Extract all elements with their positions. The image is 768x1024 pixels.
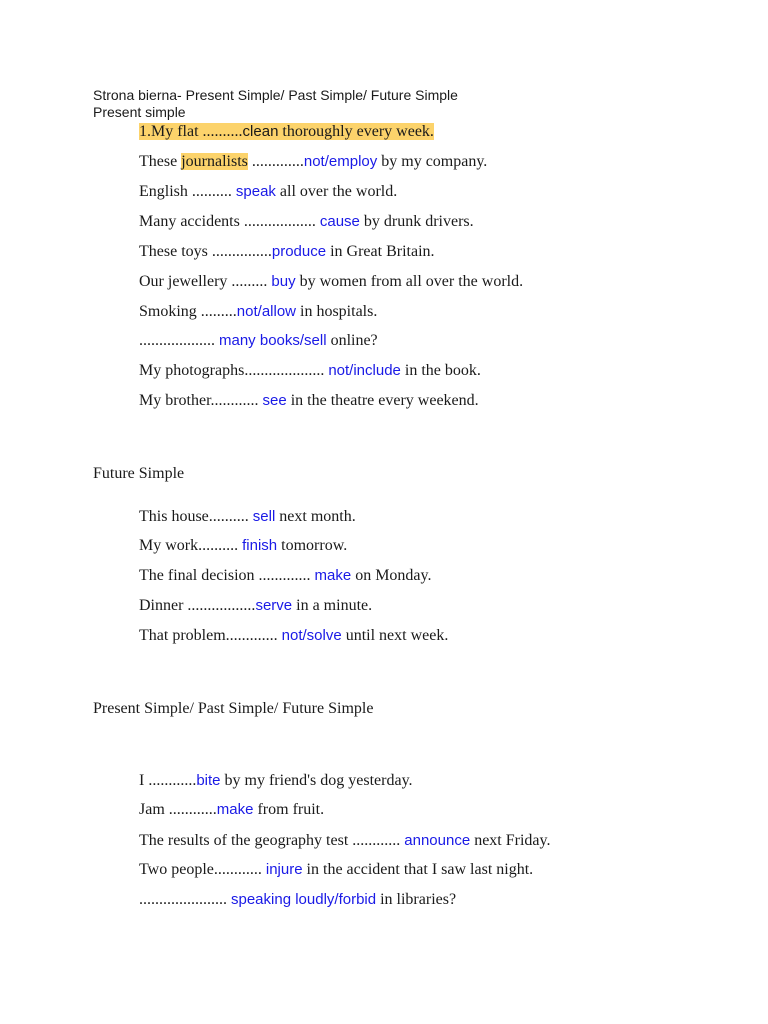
blank-dots: ............. xyxy=(247,153,304,170)
verb-prompt: many books/sell xyxy=(219,332,327,349)
exercise-line xyxy=(139,122,434,142)
sentence-end: in libraries? xyxy=(376,891,457,908)
exercise-line xyxy=(139,212,474,232)
verb-prompt: buy xyxy=(271,273,296,290)
exercise-line xyxy=(139,596,372,616)
sentence-start: ...................... xyxy=(139,891,231,908)
sentence-end: in the theatre every weekend. xyxy=(286,392,479,409)
sentence-end: by drunk drivers. xyxy=(359,213,474,230)
exercise-line xyxy=(139,831,550,851)
sentence-end: in hospitals. xyxy=(296,303,378,320)
exercise-line xyxy=(139,272,523,292)
exercise-line xyxy=(139,566,432,586)
sentence-start: The results of the geography test ............ xyxy=(139,832,405,849)
exercise-line xyxy=(139,536,347,556)
sentence-end: in the accident that I saw last night. xyxy=(302,861,534,878)
verb-prompt: sell xyxy=(252,508,276,525)
verb-prompt: cause xyxy=(319,213,360,230)
sentence-start: The final decision ............. xyxy=(139,567,315,584)
exercise-line xyxy=(139,391,479,411)
section-heading-mixed: Present Simple/ Past Simple/ Future Simple xyxy=(93,700,374,717)
exercise-line xyxy=(139,890,456,910)
sentence-end: next month. xyxy=(275,508,356,525)
sentence-end: by my friend's dog yesterday. xyxy=(220,772,413,789)
section-heading-present-simple: Present simple xyxy=(93,104,186,120)
verb-prompt: not/include xyxy=(328,362,401,379)
exercise-line xyxy=(139,331,378,351)
sentence-end: in Great Britain. xyxy=(326,243,435,260)
exercise-line xyxy=(139,507,356,527)
sentence-end: in a minute. xyxy=(292,597,373,614)
verb-prompt: injure xyxy=(265,861,303,878)
sentence-start: Dinner ................. xyxy=(139,597,256,614)
sentence-end: tomorrow. xyxy=(277,537,348,554)
verb-prompt: not/solve xyxy=(281,627,342,644)
verb-prompt: make xyxy=(216,801,254,818)
sentence-start: Two people............ xyxy=(139,861,266,878)
sentence-start: English .......... xyxy=(139,183,236,200)
sentence-start: Our jewellery ......... xyxy=(139,273,272,290)
verb-prompt: announce xyxy=(404,832,471,849)
exercise-line xyxy=(139,152,487,172)
sentence-end: on Monday. xyxy=(351,567,432,584)
exercise-line xyxy=(139,302,377,322)
sentence-start: My photographs.................... xyxy=(139,362,329,379)
sentence-end: in the book. xyxy=(400,362,481,379)
sentence-end: from fruit. xyxy=(253,801,325,818)
verb-prompt: not/allow xyxy=(236,303,296,320)
sentence-end: all over the world. xyxy=(275,183,398,200)
verb-prompt: speaking loudly/forbid xyxy=(231,891,377,908)
exercise-line xyxy=(139,242,435,262)
document-title: Strona bierna- Present Simple/ Past Simple/ Future Simple xyxy=(93,87,458,103)
sentence-start: Jam ............ xyxy=(139,801,217,818)
exercise-line xyxy=(139,626,448,646)
verb-prompt: produce xyxy=(271,243,327,260)
sentence-start: I ............ xyxy=(139,772,197,789)
sentence-end: by my company. xyxy=(377,153,488,170)
sentence-start: These toys ............... xyxy=(139,243,272,260)
highlighted-word: journalists xyxy=(181,153,248,170)
sentence-start: My brother............ xyxy=(139,392,263,409)
exercise-line xyxy=(139,860,533,880)
verb-prompt: clean xyxy=(242,123,279,140)
sentence-start: Smoking ......... xyxy=(139,303,237,320)
sentence-start: ................... xyxy=(139,332,219,349)
verb-prompt: see xyxy=(262,392,287,409)
sentence-end: online? xyxy=(326,332,378,349)
section-heading-future-simple: Future Simple xyxy=(93,465,185,482)
sentence-start: 1.My flat .......... xyxy=(139,123,243,140)
verb-prompt: make xyxy=(314,567,352,584)
verb-prompt: bite xyxy=(196,772,221,789)
sentence-end: by women from all over the world. xyxy=(295,273,524,290)
sentence-end: until next week. xyxy=(341,627,449,644)
sentence-start: My work.......... xyxy=(139,537,243,554)
verb-prompt: serve xyxy=(255,597,293,614)
sentence-end: thoroughly every week. xyxy=(278,123,434,140)
verb-prompt: not/employ xyxy=(303,153,378,170)
sentence-start: That problem............. xyxy=(139,627,282,644)
sentence-start: Many accidents .................. xyxy=(139,213,320,230)
sentence-start: These xyxy=(139,153,182,170)
exercise-line xyxy=(139,800,324,820)
highlighted-sentence xyxy=(139,123,434,140)
exercise-line xyxy=(139,182,397,202)
exercise-line xyxy=(139,361,481,381)
verb-prompt: speak xyxy=(235,183,276,200)
sentence-start: This house.......... xyxy=(139,508,253,525)
exercise-line xyxy=(139,771,413,791)
sentence-end: next Friday. xyxy=(470,832,551,849)
verb-prompt: finish xyxy=(242,537,278,554)
